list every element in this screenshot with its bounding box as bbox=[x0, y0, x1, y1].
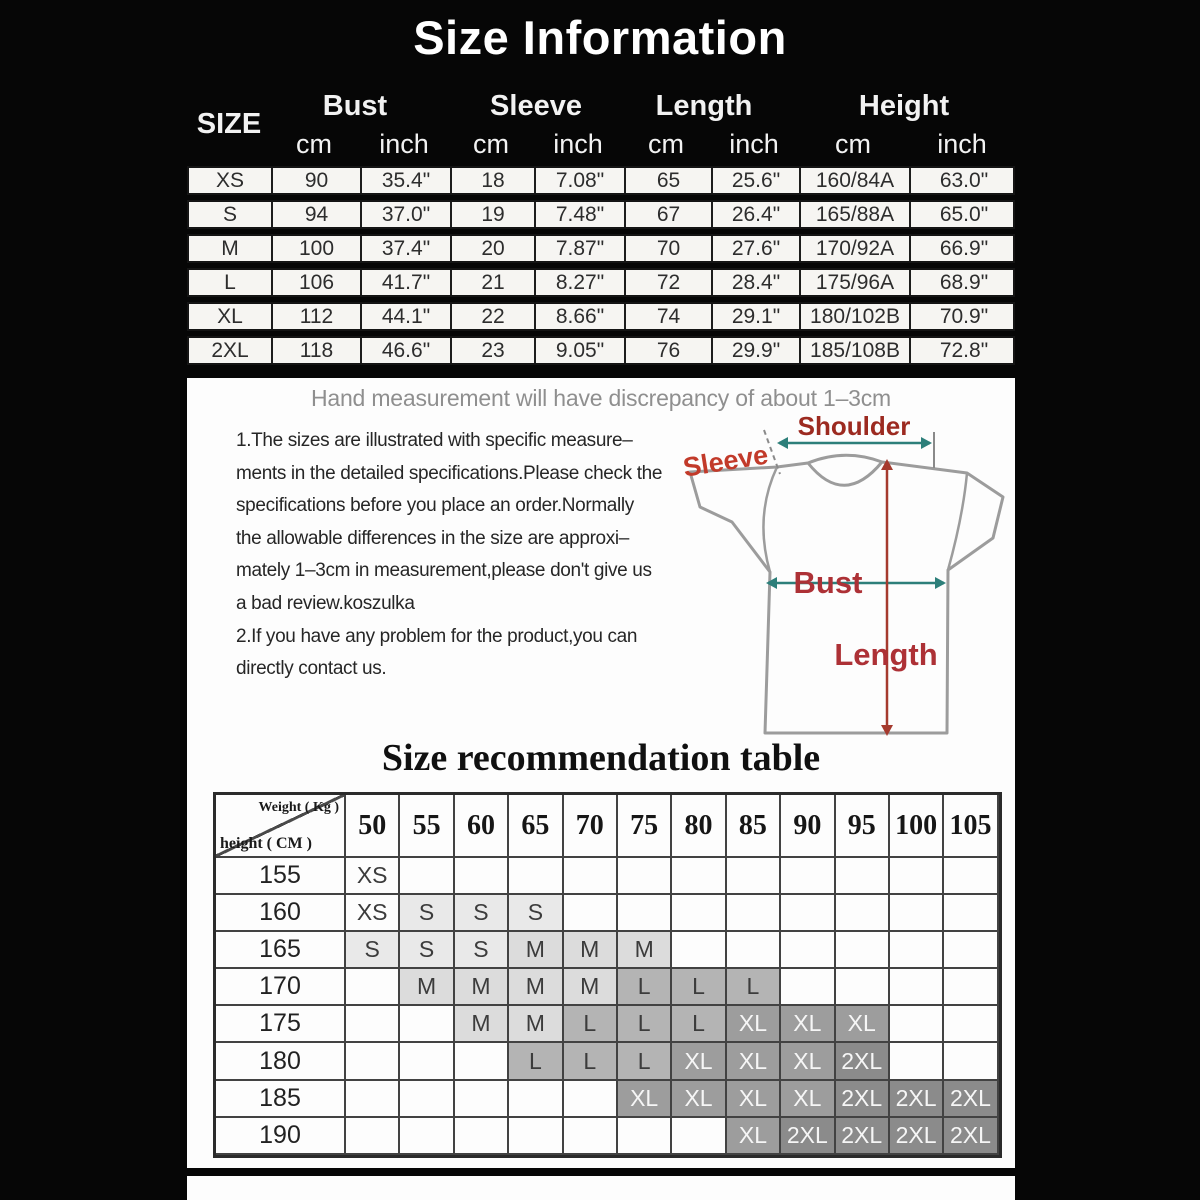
size-table-cell: 18 bbox=[450, 168, 534, 193]
size-table-cell: 22 bbox=[450, 304, 534, 329]
weight-header-cell: 70 bbox=[564, 795, 618, 858]
recommendation-cell bbox=[400, 1043, 454, 1080]
recommendation-cell: XL bbox=[672, 1081, 726, 1118]
recommendation-cell bbox=[836, 895, 890, 932]
size-table-cell: 100 bbox=[271, 236, 360, 261]
recommendation-cell: 2XL bbox=[836, 1118, 890, 1155]
recommendation-cell: 2XL bbox=[890, 1081, 944, 1118]
recommendation-cell: L bbox=[672, 1006, 726, 1043]
recommendation-cell: M bbox=[618, 932, 672, 969]
recommendation-cell bbox=[455, 1118, 509, 1155]
recommendation-cell: S bbox=[400, 932, 454, 969]
size-table-cell: 29.9" bbox=[711, 338, 799, 363]
recommendation-cell bbox=[781, 932, 835, 969]
size-table-cell: 170/92A bbox=[799, 236, 909, 261]
recommendation-cell: M bbox=[509, 1006, 563, 1043]
recommendation-cell: 2XL bbox=[890, 1118, 944, 1155]
size-table-cell: 68.9" bbox=[909, 270, 1017, 295]
height-row-label: 160 bbox=[216, 895, 346, 932]
size-table-cell: 20 bbox=[450, 236, 534, 261]
recommendation-cell: M bbox=[509, 969, 563, 1006]
recommendation-cell bbox=[564, 1118, 618, 1155]
weight-header-cell: 55 bbox=[400, 795, 454, 858]
size-table-row bbox=[187, 302, 1015, 331]
size-table-cell: 160/84A bbox=[799, 168, 909, 193]
column-sub-label: inch bbox=[937, 129, 987, 159]
shoulder-arrowhead-right bbox=[921, 437, 932, 449]
size-table-cell: 7.48" bbox=[534, 202, 624, 227]
recommendation-cell bbox=[944, 1006, 998, 1043]
diagonal-corner-cell bbox=[216, 795, 346, 858]
recommendation-cell: M bbox=[509, 932, 563, 969]
size-table-row bbox=[187, 336, 1015, 365]
size-table bbox=[187, 166, 1015, 370]
recommendation-cell bbox=[944, 858, 998, 895]
recommendation-cell bbox=[509, 1118, 563, 1155]
recommendation-cell: M bbox=[400, 969, 454, 1006]
column-sub-label: cm bbox=[648, 129, 684, 159]
recommendation-cell bbox=[346, 1006, 400, 1043]
size-table-cell: 65 bbox=[624, 168, 711, 193]
recommendation-table-title: Size recommendation table bbox=[381, 737, 821, 779]
recommendation-cell bbox=[944, 969, 998, 1006]
recommendation-cell bbox=[618, 858, 672, 895]
weight-header-cell: 75 bbox=[618, 795, 672, 858]
size-table-cell: 70.9" bbox=[909, 304, 1017, 329]
size-table-cell: 9.05" bbox=[534, 338, 624, 363]
note-line: specifications before you place an order.Normally bbox=[236, 495, 634, 517]
size-table-row bbox=[187, 166, 1015, 195]
size-table-cell: 72 bbox=[624, 270, 711, 295]
height-row-label: 175 bbox=[216, 1006, 346, 1043]
size-table-cell: XS bbox=[215, 168, 244, 192]
recommendation-cell: XL bbox=[836, 1006, 890, 1043]
column-sub-label: inch bbox=[553, 129, 603, 159]
size-table-row bbox=[187, 234, 1015, 263]
height-row-label: 180 bbox=[216, 1043, 346, 1080]
recommendation-cell: M bbox=[564, 969, 618, 1006]
recommendation-cell bbox=[346, 969, 400, 1006]
recommendation-cell: XS bbox=[346, 895, 400, 932]
recommendation-cell: L bbox=[672, 969, 726, 1006]
recommendation-cell bbox=[890, 932, 944, 969]
weight-axis-label: Weight ( Kg ) bbox=[258, 800, 339, 815]
size-table-cell: 63.0" bbox=[909, 168, 1017, 193]
recommendation-cell bbox=[727, 858, 781, 895]
size-table-row bbox=[187, 268, 1015, 297]
size-table-cell: L bbox=[224, 270, 236, 294]
recommendation-cell: XL bbox=[727, 1043, 781, 1080]
shoulder-label: Shoulder bbox=[797, 411, 911, 441]
recommendation-cell bbox=[346, 1081, 400, 1118]
recommendation-cell: 2XL bbox=[944, 1118, 998, 1155]
weight-header-cell: 60 bbox=[455, 795, 509, 858]
recommendation-cell: XL bbox=[781, 1043, 835, 1080]
recommendation-cell: S bbox=[400, 895, 454, 932]
size-table-cell: 23 bbox=[450, 338, 534, 363]
size-table-cell: 180/102B bbox=[799, 304, 909, 329]
weight-header-cell: 85 bbox=[727, 795, 781, 858]
size-table-cell: 112 bbox=[271, 304, 360, 329]
size-table-cell: 74 bbox=[624, 304, 711, 329]
recommendation-cell bbox=[781, 858, 835, 895]
recommendation-cell bbox=[672, 1118, 726, 1155]
column-sub-label: inch bbox=[379, 129, 429, 159]
recommendation-cell bbox=[564, 895, 618, 932]
collar-top-arc bbox=[808, 455, 882, 463]
recommendation-cell: XL bbox=[727, 1006, 781, 1043]
note-line: 2.If you have any problem for the product,you can bbox=[236, 625, 638, 647]
size-table-cell: 165/88A bbox=[799, 202, 909, 227]
size-table-cell: 175/96A bbox=[799, 270, 909, 295]
column-group-label: Bust bbox=[322, 90, 388, 122]
recommendation-cell: XL bbox=[672, 1043, 726, 1080]
note-line: ments in the detailed specifications.Please check the bbox=[236, 462, 663, 484]
recommendation-cell bbox=[618, 895, 672, 932]
weight-header-cell: 95 bbox=[836, 795, 890, 858]
notes-text-block bbox=[236, 425, 688, 686]
recommendation-cell bbox=[400, 1118, 454, 1155]
size-table-cell: 8.27" bbox=[534, 270, 624, 295]
size-table-cell: 46.6" bbox=[360, 338, 450, 363]
bust-label: Bust bbox=[793, 565, 863, 600]
recommendation-cell bbox=[781, 895, 835, 932]
size-table-cell: 44.1" bbox=[360, 304, 450, 329]
size-table-cell: 90 bbox=[271, 168, 360, 193]
column-sub-label: cm bbox=[473, 129, 509, 159]
recommendation-cell: M bbox=[564, 932, 618, 969]
recommendation-cell: XL bbox=[781, 1081, 835, 1118]
size-table-cell: 185/108B bbox=[799, 338, 909, 363]
size-table-cell: 65.0" bbox=[909, 202, 1017, 227]
recommendation-cell bbox=[672, 858, 726, 895]
recommendation-cell bbox=[890, 969, 944, 1006]
recommendation-cell bbox=[944, 895, 998, 932]
recommendation-cell bbox=[346, 1118, 400, 1155]
recommendation-cell: 2XL bbox=[781, 1118, 835, 1155]
page-title: Size Information bbox=[413, 11, 787, 64]
recommendation-cell bbox=[781, 969, 835, 1006]
size-table-cell: 70 bbox=[624, 236, 711, 261]
recommendation-cell: S bbox=[455, 895, 509, 932]
recommendation-cell bbox=[455, 858, 509, 895]
recommendation-cell bbox=[672, 932, 726, 969]
height-row-label: 165 bbox=[216, 932, 346, 969]
weight-header-cell: 65 bbox=[509, 795, 563, 858]
size-table-cell: 26.4" bbox=[711, 202, 799, 227]
weight-header-cell: 105 bbox=[944, 795, 998, 858]
note-line: a bad review.koszulka bbox=[236, 592, 415, 614]
column-group-label: Length bbox=[655, 90, 753, 122]
bottom-white-strip bbox=[187, 1176, 1015, 1200]
size-table-cell: 27.6" bbox=[711, 236, 799, 261]
size-table-cell: 7.87" bbox=[534, 236, 624, 261]
recommendation-cell: L bbox=[618, 969, 672, 1006]
weight-header-cell: 50 bbox=[346, 795, 400, 858]
recommendation-cell bbox=[509, 858, 563, 895]
recommendation-cell: L bbox=[509, 1043, 563, 1080]
recommendation-cell bbox=[455, 1043, 509, 1080]
recommendation-cell: 2XL bbox=[836, 1081, 890, 1118]
height-row-label: 170 bbox=[216, 969, 346, 1006]
size-table-cell: 76 bbox=[624, 338, 711, 363]
recommendation-cell bbox=[672, 895, 726, 932]
size-table-cell: 25.6" bbox=[711, 168, 799, 193]
recommendation-cell: L bbox=[727, 969, 781, 1006]
measurement-discrepancy-note: Hand measurement will have discrepancy of about 1–3cm bbox=[310, 385, 892, 411]
recommendation-cell: L bbox=[618, 1043, 672, 1080]
height-row-label: 185 bbox=[216, 1081, 346, 1118]
recommendation-cell: S bbox=[346, 932, 400, 969]
weight-header-cell: 90 bbox=[781, 795, 835, 858]
size-table-cell: 66.9" bbox=[909, 236, 1017, 261]
size-table-cell: M bbox=[221, 236, 239, 260]
column-sub-label: cm bbox=[835, 129, 871, 159]
recommendation-cell bbox=[944, 932, 998, 969]
recommendation-cell bbox=[836, 969, 890, 1006]
recommendation-cell: M bbox=[455, 1006, 509, 1043]
column-group-label: Sleeve bbox=[490, 90, 582, 122]
size-table-cell: 106 bbox=[271, 270, 360, 295]
size-table-cell: 35.4" bbox=[360, 168, 450, 193]
recommendation-cell bbox=[836, 858, 890, 895]
size-table-cell: 28.4" bbox=[711, 270, 799, 295]
recommendation-cell: XL bbox=[618, 1081, 672, 1118]
recommendation-cell bbox=[400, 1081, 454, 1118]
size-table-cell: 41.7" bbox=[360, 270, 450, 295]
size-table-cell: 21 bbox=[450, 270, 534, 295]
sleeve-label: Sleeve bbox=[680, 439, 771, 483]
size-table-cell: 67 bbox=[624, 202, 711, 227]
recommendation-cell bbox=[564, 858, 618, 895]
shoulder-arrowhead-left bbox=[777, 437, 788, 449]
recommendation-cell bbox=[727, 895, 781, 932]
recommendation-cell bbox=[400, 1006, 454, 1043]
recommendation-cell bbox=[890, 895, 944, 932]
weight-header-cell: 80 bbox=[672, 795, 726, 858]
size-table-cell: 2XL bbox=[211, 338, 249, 362]
recommendation-cell bbox=[890, 1006, 944, 1043]
recommendation-cell: L bbox=[564, 1006, 618, 1043]
recommendation-cell: XL bbox=[727, 1081, 781, 1118]
size-table-cell: XL bbox=[217, 304, 243, 328]
size-table-cell: 37.0" bbox=[360, 202, 450, 227]
recommendation-cell: L bbox=[618, 1006, 672, 1043]
column-sub-label: inch bbox=[729, 129, 779, 159]
recommendation-cell: S bbox=[509, 895, 563, 932]
size-column-header: SIZE bbox=[196, 108, 262, 140]
recommendation-cell: 2XL bbox=[836, 1043, 890, 1080]
recommendation-cell bbox=[836, 932, 890, 969]
recommendation-cell bbox=[509, 1081, 563, 1118]
column-sub-label: cm bbox=[296, 129, 332, 159]
recommendation-cell: 2XL bbox=[944, 1081, 998, 1118]
recommendation-cell bbox=[564, 1081, 618, 1118]
size-table-row bbox=[187, 200, 1015, 229]
recommendation-cell bbox=[618, 1118, 672, 1155]
size-table-cell: 19 bbox=[450, 202, 534, 227]
recommendation-cell bbox=[455, 1081, 509, 1118]
size-table-cell: 118 bbox=[271, 338, 360, 363]
note-line: mately 1–3cm in measurement,please don't give us bbox=[236, 560, 652, 582]
size-table-cell: 37.4" bbox=[360, 236, 450, 261]
recommendation-cell bbox=[346, 1043, 400, 1080]
size-table-cell: 72.8" bbox=[909, 338, 1017, 363]
note-line: the allowable differences in the size are approxi– bbox=[236, 527, 630, 549]
size-recommendation-table bbox=[213, 792, 1002, 1158]
recommendation-cell: L bbox=[564, 1043, 618, 1080]
size-table-cell: 7.08" bbox=[534, 168, 624, 193]
size-table-cell: S bbox=[222, 202, 237, 226]
size-table-cell: 94 bbox=[271, 202, 360, 227]
recommendation-cell: M bbox=[455, 969, 509, 1006]
recommendation-cell: XL bbox=[781, 1006, 835, 1043]
height-row-label: 190 bbox=[216, 1118, 346, 1155]
weight-header-cell: 100 bbox=[890, 795, 944, 858]
height-axis-label: height ( CM ) bbox=[220, 835, 312, 852]
size-table-cell: 29.1" bbox=[711, 304, 799, 329]
recommendation-cell: XL bbox=[727, 1118, 781, 1155]
recommendation-cell bbox=[727, 932, 781, 969]
recommendation-cell bbox=[944, 1043, 998, 1080]
recommendation-cell: XS bbox=[346, 858, 400, 895]
size-table-cell: 8.66" bbox=[534, 304, 624, 329]
recommendation-cell bbox=[890, 858, 944, 895]
column-group-label: Height bbox=[858, 90, 950, 122]
note-line: directly contact us. bbox=[236, 658, 387, 680]
recommendation-cell bbox=[400, 858, 454, 895]
recommendation-cell bbox=[890, 1043, 944, 1080]
tshirt-measurement-diagram bbox=[676, 408, 1012, 740]
length-label: Length bbox=[834, 637, 938, 672]
note-line: 1.The sizes are illustrated with specific measure– bbox=[236, 430, 633, 451]
recommendation-cell: S bbox=[455, 932, 509, 969]
height-row-label: 155 bbox=[216, 858, 346, 895]
